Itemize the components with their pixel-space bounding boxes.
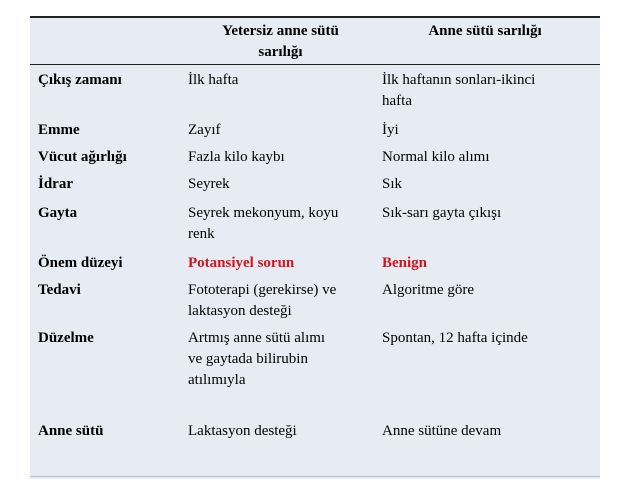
row-anne-sutu-col2: Laktasyon desteği [188, 423, 297, 439]
row-gayta-col2 [188, 203, 338, 245]
row-label-emme: Emme [38, 122, 80, 138]
row-label-gayta: Gayta [38, 205, 78, 221]
cell-line: hafta [382, 93, 412, 109]
header-col3: Anne sütü sarılığı [428, 23, 542, 39]
cell-line: Seyrek mekonyum, koyu [188, 205, 339, 221]
row-label-vucut-agirligi: Vücut ağırlığı [38, 149, 127, 165]
row-idrar-col2: Seyrek [188, 176, 230, 192]
row-label-idrar: İdrar [38, 176, 73, 192]
row-duzelme-col2 [188, 328, 325, 391]
cell-line: atılımıyla [188, 372, 246, 388]
cell-line: renk [188, 226, 215, 242]
row-label-onem-duzeyi: Önem düzeyi [38, 255, 123, 271]
table-top-rule [30, 16, 600, 18]
header-col2-line1: Yetersiz anne sütü [222, 23, 339, 39]
cell-line: İlk hafta [188, 72, 239, 88]
cell-line: ve gaytada bilirubin [188, 351, 308, 367]
table-header-rule [30, 64, 600, 65]
row-cikis-zamani-col3 [382, 70, 535, 112]
row-onem-duzeyi-col2: Potansiyel sorun [188, 255, 295, 271]
cell-line: laktasyon desteği [188, 303, 292, 319]
row-vucut-agirligi-col2: Fazla kilo kaybı [188, 149, 285, 165]
row-vucut-agirligi-col3: Normal kilo alımı [382, 149, 490, 165]
cell-line: İlk haftanın sonları-ikinci [382, 72, 536, 88]
row-idrar-col3: Sık [382, 176, 403, 192]
row-anne-sutu-col3: Anne sütüne devam [382, 423, 502, 439]
cell-line: Artmış anne sütü alımı [188, 330, 326, 346]
row-cikis-zamani-col2 [188, 70, 238, 91]
row-emme-col3: İyi [382, 122, 399, 138]
row-onem-duzeyi-col3: Benign [382, 255, 428, 271]
row-label-cikis-zamani: Çıkış zamanı [38, 72, 122, 88]
row-emme-col2: Zayıf [188, 122, 221, 138]
header-col2-line2: sarılığı [258, 44, 303, 60]
row-gayta-col3: Sık-sarı gayta çıkışı [382, 205, 502, 221]
row-label-anne-sutu: Anne sütü [38, 423, 104, 439]
row-duzelme-col3: Spontan, 12 hafta içinde [382, 330, 528, 346]
row-tedavi-col2 [188, 280, 336, 322]
header-col2 [188, 21, 373, 63]
cell-line: Fototerapi (gerekirse) ve [188, 282, 337, 298]
row-tedavi-col3: Algoritme göre [382, 282, 475, 298]
row-label-duzelme: Düzelme [38, 330, 94, 346]
row-label-tedavi: Tedavi [38, 282, 81, 298]
table-bottom-rule [30, 476, 600, 477]
